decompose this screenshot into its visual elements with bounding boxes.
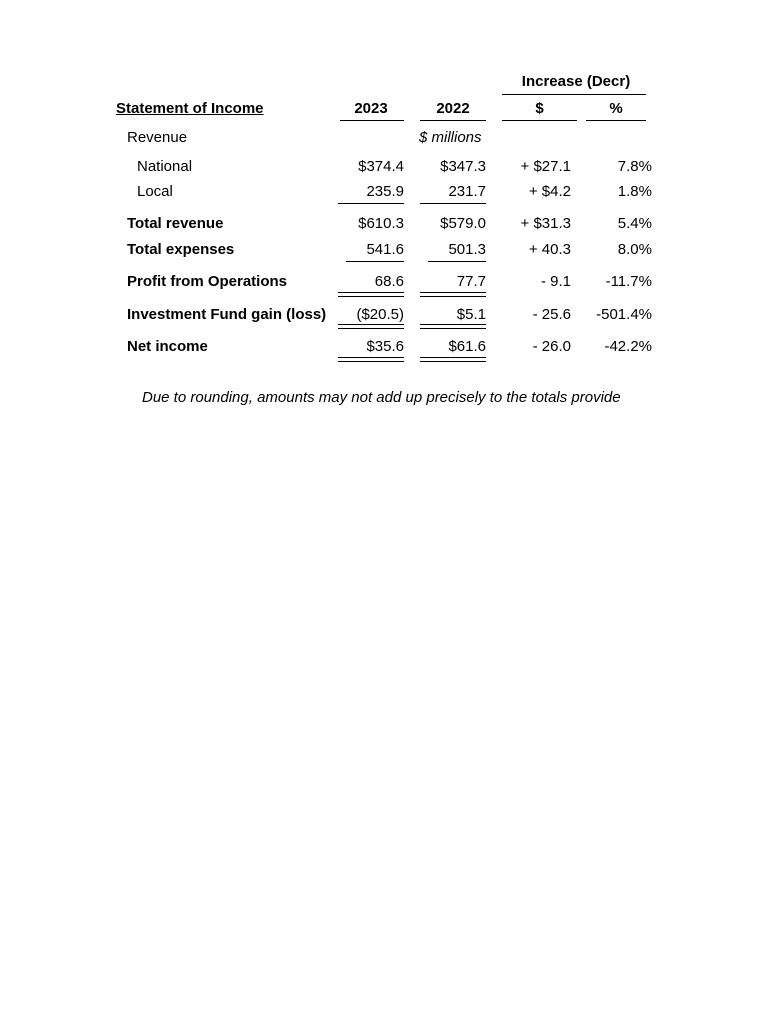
column-header-2022: 2022 bbox=[436, 100, 470, 117]
cell-2023: $610.3 bbox=[358, 215, 404, 232]
cell-percent: 8.0% bbox=[617, 241, 652, 258]
column-header-2023: 2023 bbox=[354, 100, 388, 117]
cell-2023: 235.9 bbox=[366, 183, 404, 200]
cell-change: + $31.3 bbox=[520, 215, 571, 232]
double-rule-2023 bbox=[338, 292, 404, 297]
cell-percent: 7.8% bbox=[617, 158, 652, 175]
row-label: Investment Fund gain (loss) bbox=[127, 306, 327, 323]
cell-2022: 501.3 bbox=[448, 241, 486, 258]
cell-2023: $374.4 bbox=[358, 158, 404, 175]
row-label: Total revenue bbox=[127, 215, 224, 232]
double-rule-2023 bbox=[338, 357, 404, 362]
cell-percent: -501.4% bbox=[596, 306, 652, 323]
column-header-change-percent: % bbox=[609, 100, 623, 117]
column-header-change-dollar: $ bbox=[535, 100, 544, 117]
cell-2023: ($20.5) bbox=[356, 306, 404, 323]
cell-change: - 9.1 bbox=[540, 273, 571, 290]
expenses-rule-2023 bbox=[346, 261, 404, 262]
cell-percent: -11.7% bbox=[605, 273, 652, 290]
double-rule-2022 bbox=[420, 357, 486, 362]
row-label: Total expenses bbox=[127, 241, 235, 258]
group-header-increase-decrease: Increase (Decr) bbox=[521, 73, 631, 90]
cell-percent: 1.8% bbox=[617, 183, 652, 200]
cell-2022: $347.3 bbox=[440, 158, 486, 175]
cell-2023: 68.6 bbox=[374, 273, 404, 290]
group-header-rule bbox=[502, 94, 646, 95]
header-rule-percent bbox=[586, 120, 646, 121]
footnote: Due to rounding, amounts may not add up precisely to the totals provide bbox=[142, 389, 621, 406]
cell-2022: $5.1 bbox=[456, 306, 486, 323]
row-label: Net income bbox=[127, 338, 208, 355]
cell-change: + $27.1 bbox=[520, 158, 571, 175]
header-rule-2023 bbox=[340, 120, 404, 121]
section-label-revenue: Revenue bbox=[127, 129, 188, 146]
statement-title: Statement of Income bbox=[116, 100, 264, 117]
double-rule-2022 bbox=[420, 324, 486, 329]
cell-percent: 5.4% bbox=[617, 215, 652, 232]
footnote-clip bbox=[142, 389, 654, 407]
subtotal-rule-2022 bbox=[420, 203, 486, 204]
cell-change: - 26.0 bbox=[532, 338, 571, 355]
cell-2023: 541.6 bbox=[366, 241, 404, 258]
double-rule-2023 bbox=[338, 324, 404, 329]
header-rule-2022 bbox=[420, 120, 486, 121]
cell-2022: $579.0 bbox=[440, 215, 486, 232]
header-rule-dollar bbox=[502, 120, 577, 121]
row-label: National bbox=[137, 158, 193, 175]
row-label: Local bbox=[137, 183, 173, 200]
cell-2022: 77.7 bbox=[456, 273, 486, 290]
row-label: Profit from Operations bbox=[127, 273, 288, 290]
subtotal-rule-2023 bbox=[338, 203, 404, 204]
cell-percent: -42.2% bbox=[604, 338, 652, 355]
cell-2022: 231.7 bbox=[448, 183, 486, 200]
cell-change: - 25.6 bbox=[532, 306, 571, 323]
double-rule-2022 bbox=[420, 292, 486, 297]
cell-change: + 40.3 bbox=[528, 241, 571, 258]
units-note: $ millions bbox=[419, 129, 482, 146]
cell-change: + $4.2 bbox=[528, 183, 571, 200]
cell-2022: $61.6 bbox=[448, 338, 486, 355]
cell-2023: $35.6 bbox=[366, 338, 404, 355]
expenses-rule-2022 bbox=[428, 261, 486, 262]
